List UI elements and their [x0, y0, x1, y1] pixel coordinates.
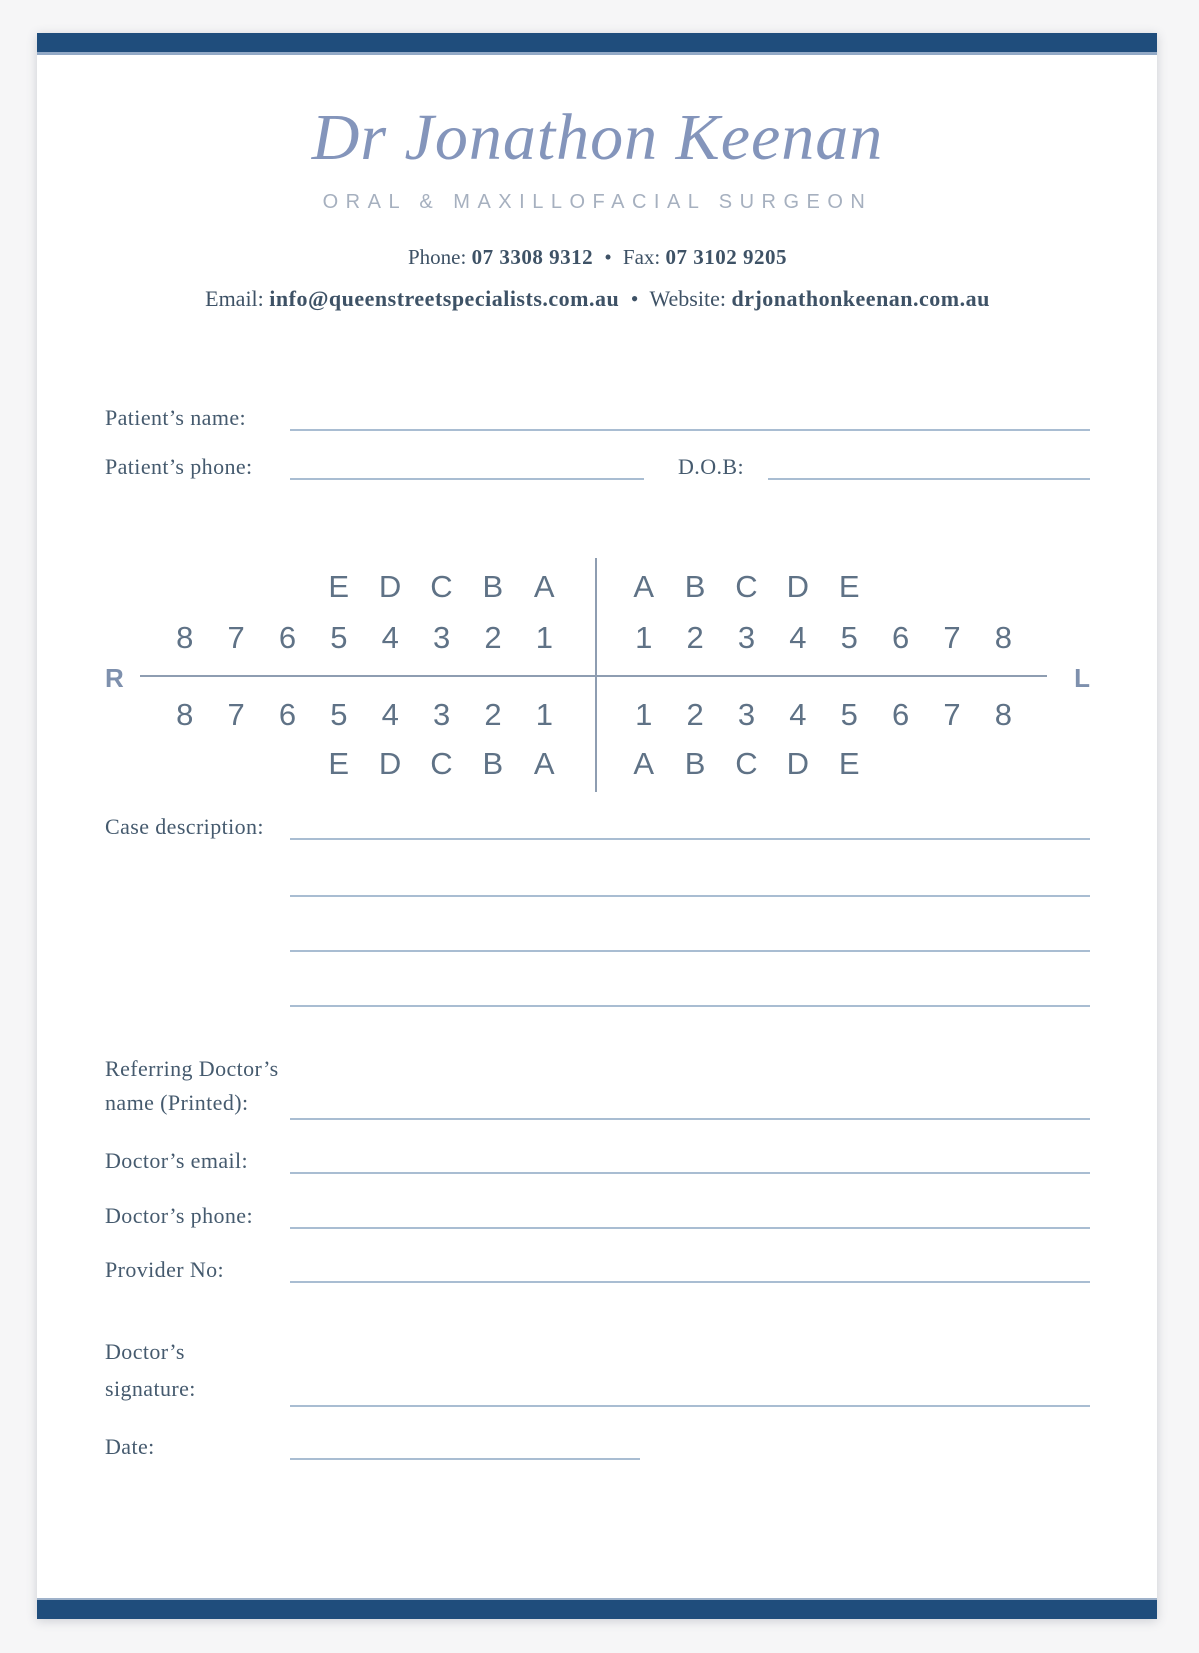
lower-permanent-row — [105, 697, 1090, 731]
upper-left-numbers — [159, 620, 570, 656]
doctor-signature-label-line2: signature: — [105, 1376, 196, 1401]
phone-label: Phone: — [407, 245, 467, 269]
tooth-cell: B — [482, 746, 504, 781]
email-label: Email: — [205, 286, 264, 311]
contact-email-website-line — [105, 286, 1090, 312]
upper-right-letters — [618, 569, 875, 605]
tooth-cell: 2 — [484, 620, 502, 655]
tooth-cell: 4 — [789, 697, 807, 732]
fax-label: Fax: — [622, 245, 661, 269]
chart-left-side-label: L — [1074, 663, 1090, 693]
referring-doctor-name-field-line — [290, 1108, 1090, 1120]
patient-name-label: Patient’s name: — [105, 405, 247, 430]
tooth-cell: C — [735, 746, 758, 781]
separator-dot: • — [630, 286, 639, 311]
tooth-cell: A — [533, 746, 555, 781]
tooth-cell: 1 — [635, 697, 653, 732]
tooth-cell: E — [838, 569, 860, 604]
doctor-email-row — [105, 1148, 1090, 1174]
lower-right-numbers — [618, 697, 1029, 733]
dob-field-line — [768, 468, 1090, 480]
tooth-cell: 5 — [330, 697, 348, 732]
doctor-signature-row — [105, 1333, 1090, 1407]
tooth-cell: D — [378, 569, 402, 604]
tooth-cell: 5 — [840, 697, 858, 732]
tooth-cell: 6 — [892, 620, 910, 655]
upper-right-numbers — [618, 620, 1029, 656]
provider-no-row — [105, 1257, 1090, 1283]
top-accent-bar — [37, 33, 1157, 55]
website-label: Website: — [649, 286, 726, 311]
provider-no-label: Provider No: — [105, 1257, 225, 1282]
tooth-cell: 8 — [176, 697, 194, 732]
tooth-cell: 5 — [840, 620, 858, 655]
doctor-signature-label — [105, 1333, 290, 1407]
tooth-cell: A — [633, 569, 655, 604]
tooth-cell: A — [533, 569, 555, 604]
tooth-cell: 4 — [789, 620, 807, 655]
lower-left-letters — [313, 746, 570, 782]
tooth-cell: 7 — [943, 697, 961, 732]
provider-no-field-line — [290, 1271, 1090, 1283]
form-sheet — [37, 33, 1157, 1619]
upper-deciduous-row — [105, 569, 1090, 603]
date-label: Date: — [105, 1434, 155, 1459]
case-description-line-3 — [290, 950, 1090, 952]
tooth-cell: 8 — [994, 697, 1013, 732]
dob-label: D.O.B: — [678, 454, 744, 479]
tooth-cell: B — [684, 746, 706, 781]
doctor-phone-row — [105, 1203, 1090, 1229]
doctor-signature-field-line — [290, 1395, 1090, 1407]
tooth-cell: C — [735, 569, 758, 604]
patient-name-row — [105, 405, 1090, 431]
tooth-cell: 6 — [278, 620, 297, 655]
tooth-cell: 1 — [535, 697, 554, 732]
case-description-label: Case description: — [105, 814, 264, 839]
case-description-line-2 — [290, 895, 1090, 897]
tooth-cell: 3 — [737, 620, 756, 655]
tooth-cell: E — [328, 569, 350, 604]
tooth-cell: B — [684, 569, 706, 604]
practice-title: Dr Jonathon Keenan — [311, 101, 884, 174]
tooth-cell: B — [482, 569, 504, 604]
separator-dot: • — [604, 245, 612, 269]
date-row — [105, 1434, 1090, 1460]
patient-name-field-line — [290, 419, 1090, 431]
tooth-cell: 2 — [686, 620, 704, 655]
lower-left-numbers — [159, 697, 570, 733]
tooth-cell: C — [430, 569, 453, 604]
tooth-cell: 4 — [381, 697, 399, 732]
patient-phone-label: Patient’s phone: — [105, 454, 253, 479]
tooth-cell: E — [328, 746, 350, 781]
case-description-line-1 — [290, 828, 1090, 840]
phone-value: 07 3308 9312 — [471, 245, 594, 269]
lower-right-letters — [618, 746, 875, 782]
tooth-cell: 6 — [892, 697, 910, 732]
tooth-cell: 3 — [737, 697, 756, 732]
tooth-cell: 3 — [433, 620, 451, 655]
tooth-cell: 1 — [635, 620, 653, 655]
fax-value: 07 3102 9205 — [665, 245, 788, 269]
doctor-email-label: Doctor’s email: — [105, 1148, 249, 1173]
patient-phone-field-line — [290, 468, 644, 480]
referring-doctor-name-label-line1: Referring Doctor’s — [105, 1056, 279, 1081]
chart-right-side-label: R — [105, 663, 124, 693]
tooth-cell: 8 — [176, 620, 194, 655]
contact-phone-fax-line — [105, 245, 1090, 270]
tooth-notation-chart — [105, 558, 1090, 792]
tooth-cell: A — [633, 746, 655, 781]
tooth-cell: 3 — [433, 697, 451, 732]
tooth-cell: 6 — [278, 697, 297, 732]
tooth-cell: 7 — [227, 697, 245, 732]
tooth-cell: 4 — [381, 620, 399, 655]
website-value: drjonathonkeenan.com.au — [731, 286, 990, 311]
chart-occlusal-line — [140, 675, 1047, 677]
upper-left-letters — [313, 569, 570, 605]
case-description-row — [105, 814, 1090, 840]
tooth-cell: D — [786, 746, 810, 781]
referring-doctor-name-label-line2: name (Printed): — [105, 1090, 249, 1115]
lower-deciduous-row — [105, 746, 1090, 780]
tooth-cell: E — [838, 746, 860, 781]
tooth-cell: 5 — [330, 620, 348, 655]
tooth-cell: D — [786, 569, 810, 604]
upper-permanent-row — [105, 620, 1090, 654]
doctor-signature-label-line1: Doctor’s — [105, 1339, 185, 1364]
doctor-phone-label: Doctor’s phone: — [105, 1203, 253, 1228]
tooth-cell: 2 — [484, 697, 502, 732]
tooth-cell: 7 — [943, 620, 961, 655]
email-value: info@queenstreetspecialists.com.au — [269, 286, 620, 311]
tooth-cell: 1 — [535, 620, 554, 655]
practice-specialty: ORAL & MAXILLOFACIAL SURGEON — [322, 191, 873, 213]
referring-doctor-name-row — [105, 1052, 1090, 1120]
date-field-line — [290, 1448, 640, 1460]
doctor-phone-field-line — [290, 1217, 1090, 1229]
patient-phone-dob-row — [105, 454, 1090, 480]
tooth-cell: 8 — [994, 620, 1013, 655]
case-description-line-4 — [290, 1005, 1090, 1007]
tooth-cell: D — [378, 746, 402, 781]
tooth-cell: 2 — [686, 697, 704, 732]
doctor-email-field-line — [290, 1162, 1090, 1174]
tooth-cell: 7 — [227, 620, 245, 655]
referring-doctor-name-label — [105, 1052, 290, 1120]
bottom-accent-bar — [37, 1598, 1157, 1619]
tooth-cell: C — [430, 746, 453, 781]
